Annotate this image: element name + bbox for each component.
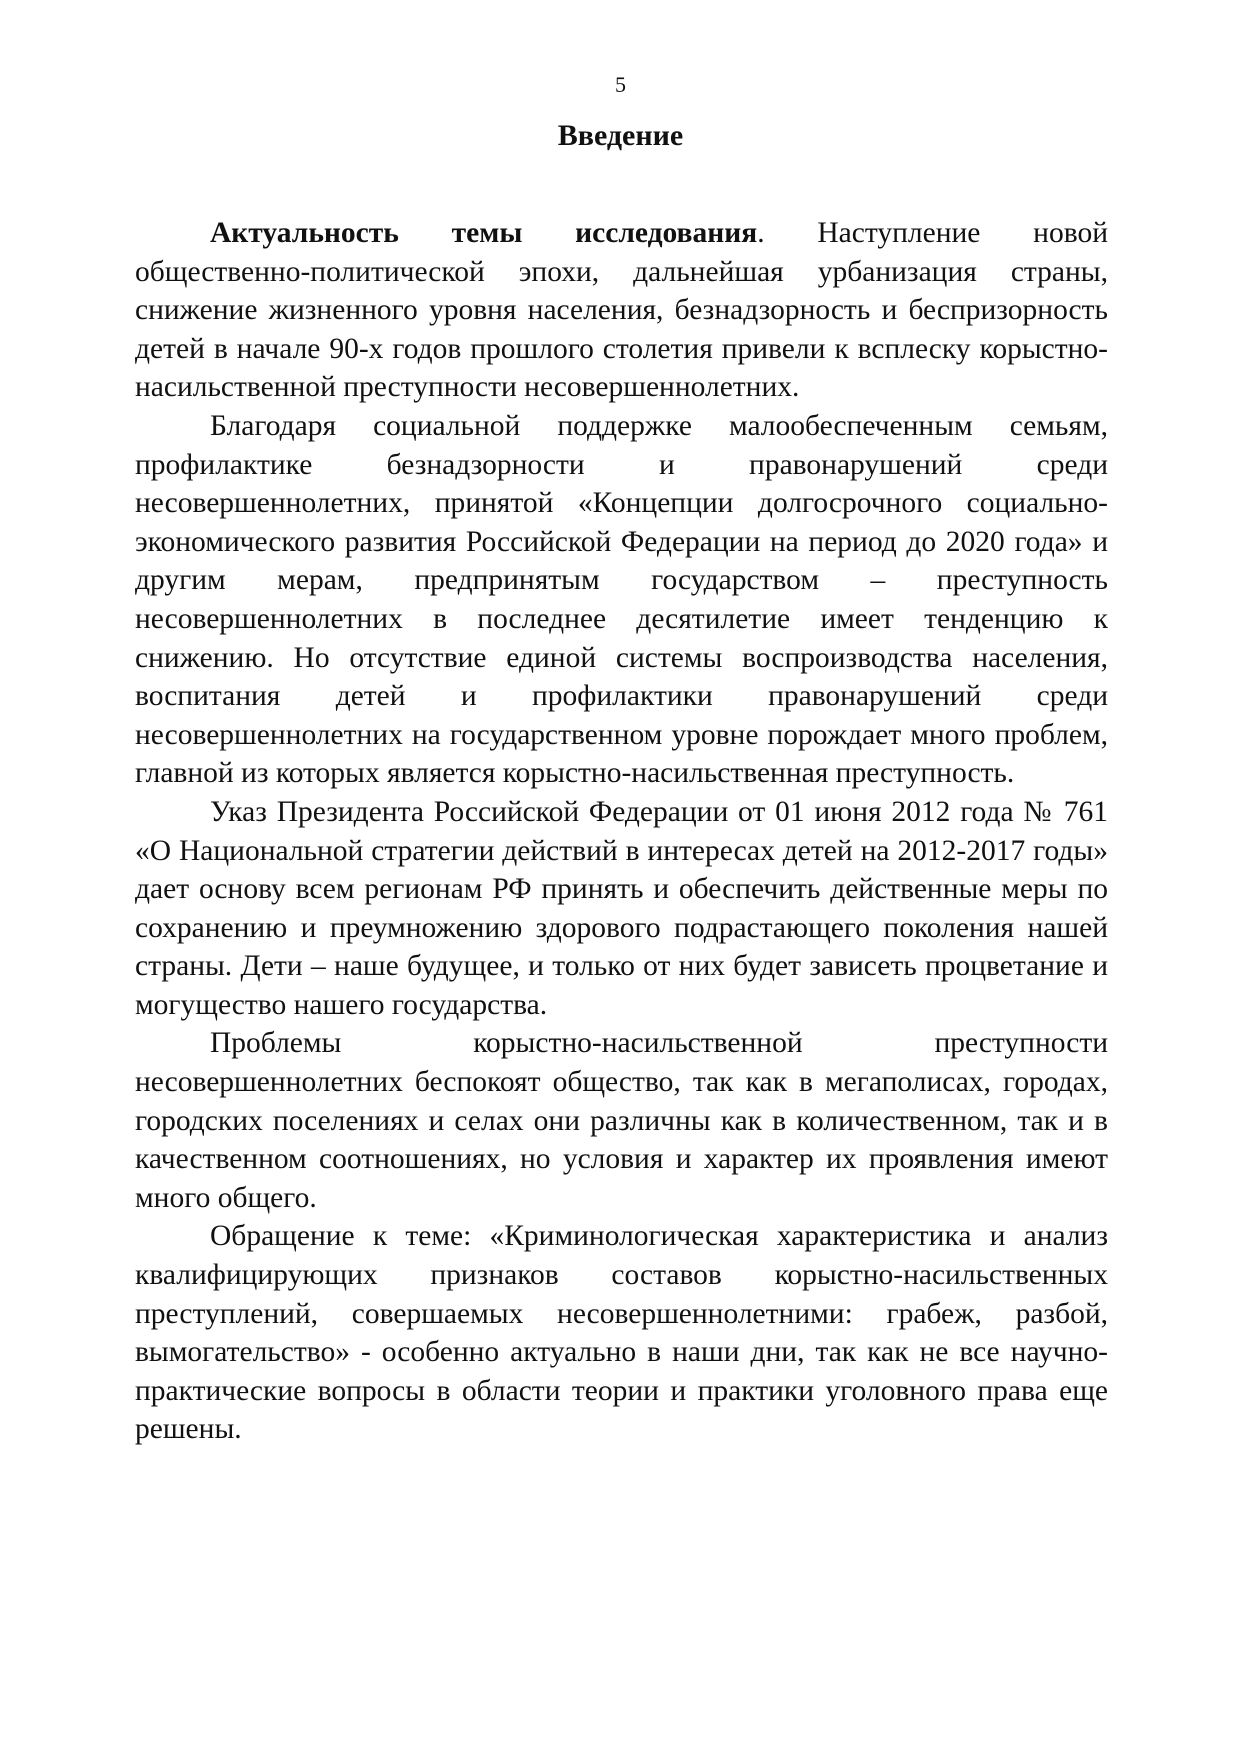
body-text [135, 214, 1108, 1449]
paragraph-topic: Обращение к теме: «Криминологическая характеристика и анализ квалифицирующих признаков составов корыстно-насильственных преступлений, совершаемых несовершеннолетними: грабеж, разбой, вымогательство» - особенно актуально в наши дни, так как не все научно-практические вопросы в области теории и практики уголовного права еще решены. [135, 1220, 1108, 1446]
paragraph-social-support: Благодаря социальной поддержке малообеспеченным семьям, профилактике безнадзорности и правонарушений среди несовершеннолетних, принятой «Концепции долгосрочного социально-экономического развития Российской Федерации на период до 2020 года» и другим мерам, предпринятым государством – преступность несовершеннолетних в последнее десятилетие имеет тенденцию к снижению. Но отсутствие единой системы воспроизводства населения, воспитания детей и профилактики правонарушений среди несовершеннолетних на государственном уровне порождает много проблем, главной из которых является корыстно-насильственная преступность. [135, 409, 1108, 790]
section-heading: Введение [557, 119, 684, 152]
paragraph-relevance [135, 214, 1108, 407]
paragraph-text: . Наступление новой общественно-политической эпохи, дальнейшая урбанизация страны, снижение жизненного уровня населения, безнадзорность и беспризорность детей в начале 90-х годов прошлого столетия привели к всплеску корыстно-насильственной преступности несовершеннолетних. [135, 217, 1108, 404]
paragraph-presidential-decree: Указ Президента Российской Федерации от 01 июня 2012 года № 761 «О Национальной стратегии действий в интересах детей на 2012-2017 годы» дает основу всем регионам РФ принять и обеспечить действенные меры по сохранению и преумножению здорового подрастающего поколения нашей страны. Дети – наше будущее, и только от них будет зависеть процветание и могущество нашего государства. [135, 795, 1108, 1021]
page-number: 5 [615, 72, 626, 97]
paragraph-bold-lead: Актуальность темы исследования [210, 217, 758, 249]
paragraph-problems: Проблемы корыстно-насильственной преступности несовершеннолетних беспокоят общество, так как в мегаполисах, городах, городских поселениях и селах они различны как в количественном, так и в качественном соотношениях, но условия и характер их проявления имеют много общего. [135, 1027, 1108, 1214]
